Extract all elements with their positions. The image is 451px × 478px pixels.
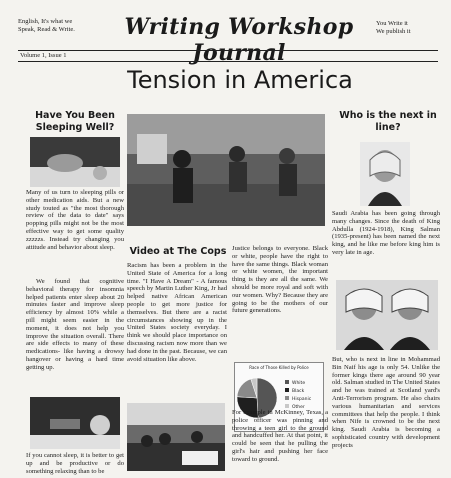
cops-paragraph-2: Justice belongs to everyone. Black or white, people have the right to have the same things. Black woman or white women, the important thing is they are all the same. We should be more royal and soft with our women. Why? Because they are going to be the mothers of our future generations. bbox=[232, 245, 328, 315]
legend-label-hispanic: Hispanic bbox=[292, 397, 312, 402]
saudi-prince-photo-art bbox=[360, 142, 410, 206]
legend-label-black: Black bbox=[292, 389, 305, 394]
sleep-article-title: Have You Been Sleeping Well? bbox=[35, 110, 115, 133]
legend-swatch-hispanic bbox=[285, 396, 289, 400]
saudi-article-title: Who is the next in line? bbox=[339, 110, 437, 133]
issue-number: Volume 1, Issue 1 bbox=[20, 52, 67, 59]
legend-swatch-black bbox=[285, 388, 289, 392]
tagline-line-2: We publish it bbox=[376, 28, 411, 35]
masthead-left-tagline bbox=[18, 18, 88, 34]
sleep-paragraph-2: We found that cognitive behavioral therapy for insomnia helped patients enter sleep about 20 minutes faster and improve sleep efficiency by almost 10% while a pill might seem easier in the moment, it does not help you improve the situation overall. There are side effects to many of these medications- like having a drowsy hangover or having a hard time getting up. bbox=[26, 278, 124, 371]
tagline-line-2: Speak, Read & Write. bbox=[18, 26, 75, 33]
masthead-rule-top bbox=[18, 50, 438, 51]
protest-photo bbox=[127, 403, 225, 471]
saudi-kings-photo-art bbox=[336, 280, 438, 350]
saudi-kings-photo bbox=[336, 280, 438, 350]
masthead-title: Writing Workshop Journal bbox=[124, 14, 354, 66]
saudi-paragraph-1: Saudi Arabia has been going through many changes. Since the death of King Abdulla (1924-1918), King Salman (1935-present) has been named the next king, and he like me before king him is very late in age. bbox=[332, 210, 440, 256]
tagline-line-1: English, It's what we bbox=[18, 18, 73, 25]
saudi-article bbox=[334, 110, 442, 134]
cops-article-title: Video at The Cops bbox=[129, 246, 227, 257]
tagline-line-1: You Write it bbox=[376, 20, 408, 27]
legend-swatch-other bbox=[285, 404, 289, 408]
legend-swatch-white bbox=[285, 380, 289, 384]
sleeping-photo bbox=[30, 137, 120, 187]
legend-label-white: White bbox=[292, 381, 306, 386]
masthead-rule-bottom bbox=[18, 61, 438, 62]
alarm-clock-photo bbox=[30, 397, 120, 449]
chart-title: Race of Those Killed by Police bbox=[249, 365, 309, 370]
cops-paragraph-3: For example in McKinney, Texas, a police officer was pinning and throwing a teen girl to the ground and handcuffed her. At that point, it could be seen that he pulling the girl's hair and pushing her face toward to ground. bbox=[232, 409, 328, 463]
cops-paragraph-1: Racism has been a problem in the United State of America for a long time. "I Have A Dream" - A famous speech by Martin Luther King, Jr had helped native African American people to get more justice for themselves. But there are a racist circumstances showing up in the United States society everyday. I think we should place importance on discussing racism now more than we had done in the past. Because, we can avoid situation like above. bbox=[127, 262, 227, 363]
sleep-paragraph-3: If you cannot sleep, it is better to get up and be productive or do something relaxing than to be bbox=[26, 452, 124, 475]
main-headline: Tension in America bbox=[127, 66, 353, 94]
legend-label-other: Other bbox=[292, 405, 305, 410]
sleep-article bbox=[26, 110, 124, 134]
protest-photo-art bbox=[127, 403, 225, 471]
police-photo-art bbox=[127, 114, 325, 226]
alarm-clock-photo-art bbox=[30, 397, 120, 449]
sleeping-photo-art bbox=[30, 137, 120, 187]
masthead-right-tagline bbox=[376, 20, 446, 36]
police-photo bbox=[127, 114, 325, 226]
saudi-prince-photo bbox=[360, 142, 410, 206]
sleep-paragraph-1: Many of us turn to sleeping pills or other medication aids. But a new study touted as "the most thorough review of the data to date" says popping pills might not be the most effective way to get some quality zzzzzs. Instead try changing you attitude and behavior about sleep. bbox=[26, 189, 124, 251]
saudi-paragraph-2: But, who is next in line in Mohammad Bin Naif his age is only 54. Unlike the former kings there age around 90 year old. Salman studied in The United States and he was trained at Scotland yard's Anti-Terrorism program. He also chairs various humanitarian and services committees that help the people. I think when Nife is crowned to be the next king. Saudi Arabia is becoming a sophisticated country with development projects bbox=[332, 356, 440, 449]
